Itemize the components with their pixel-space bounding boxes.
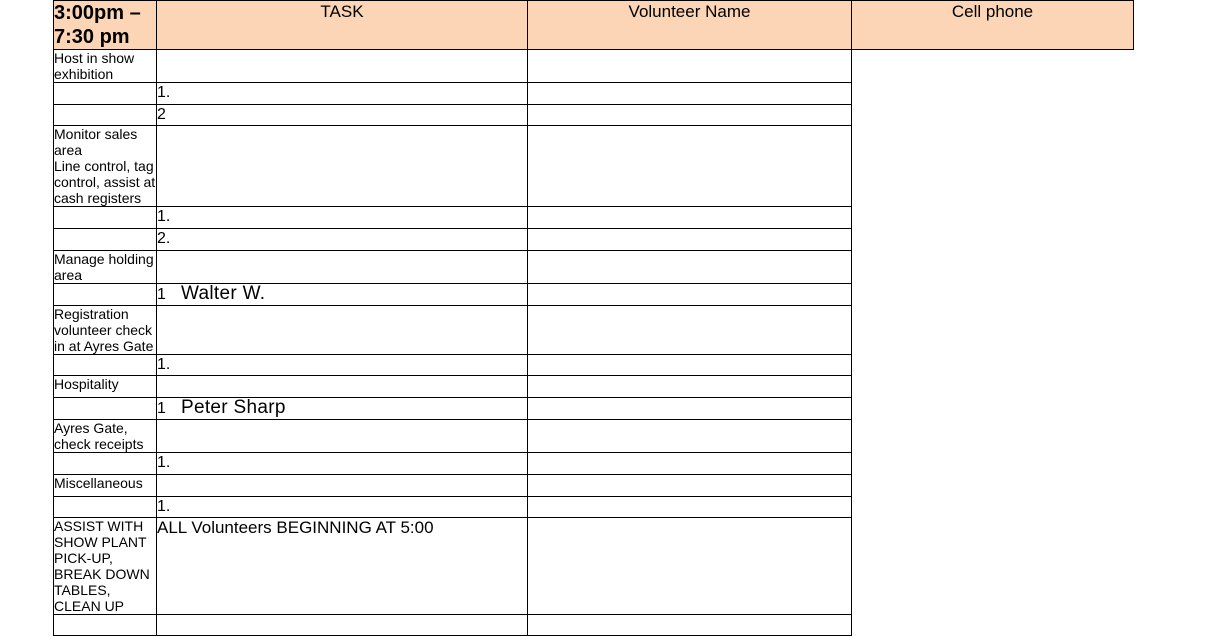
table-row [54,497,1134,518]
task-cell[interactable] [54,615,157,636]
volunteer-name-cell[interactable] [157,497,528,518]
volunteer-name-cell[interactable] [157,251,528,284]
task-cell[interactable] [54,207,157,229]
cell-phone-cell[interactable] [528,126,852,207]
task-cell[interactable] [54,251,157,284]
cell-phone-cell[interactable] [528,251,852,284]
task-cell[interactable] [54,475,157,497]
table-row [54,398,1134,420]
task-text: Line control, tag control, assist at cash registers [54,158,156,206]
volunteer-name-cell[interactable] [157,615,528,636]
task-cell[interactable] [54,420,157,453]
volunteer-name: ALL Volunteers BEGINNING AT 5:00 [157,518,434,537]
volunteer-name-cell[interactable] [157,126,528,207]
task-text: Manage holding area [54,251,154,283]
header-row [54,1,1134,50]
volunteer-name-cell[interactable] [157,306,528,355]
volunteer-name-cell[interactable] [157,518,528,615]
task-cell[interactable] [54,50,157,83]
volunteer-name-cell[interactable] [157,284,528,306]
task-text: Ayres Gate, check receipts [54,420,144,452]
task-text: ASSIST WITH SHOW PLANT PICK-UP, BREAK DOWN TABLES, CLEAN UP [54,518,150,614]
task-text: Registration volunteer check in at Ayres Gate [54,306,154,354]
table-row [54,284,1134,306]
volunteer-schedule-table [53,0,1134,636]
task-text: Host in show exhibition [54,50,135,82]
task-cell[interactable] [54,105,157,126]
task-cell[interactable] [54,518,157,615]
slot-number: 1. [157,498,171,515]
slot-number: 2. [157,230,171,247]
cell-phone-cell[interactable] [528,398,852,420]
volunteer-name-cell[interactable] [157,105,528,126]
task-cell[interactable] [54,453,157,475]
volunteer-name-cell[interactable] [157,355,528,376]
table-row [54,251,1134,284]
cell-phone-header: Cell phone [852,1,1134,50]
volunteer-name-cell[interactable] [157,50,528,83]
slot-number: 1. [157,454,171,471]
cell-phone-cell[interactable] [528,83,852,105]
cell-phone-cell[interactable] [528,475,852,497]
cell-phone-cell[interactable] [528,497,852,518]
task-cell[interactable] [54,376,157,398]
volunteer-name-cell[interactable] [157,420,528,453]
cell-phone-cell[interactable] [528,518,852,615]
volunteer-name-cell[interactable] [157,229,528,251]
task-text: Hospitality [54,376,119,392]
cell-phone-cell[interactable] [528,306,852,355]
task-cell[interactable] [54,497,157,518]
slot-number: 1. [157,356,171,373]
slot-number: 1. [157,208,171,225]
volunteer-name-cell[interactable] [157,376,528,398]
slot-number: 1 [157,400,166,417]
volunteer-name-cell[interactable] [157,398,528,420]
cell-phone-cell[interactable] [528,420,852,453]
cell-phone-cell[interactable] [528,376,852,398]
task-text: Miscellaneous [54,475,143,491]
table-row [54,615,1134,636]
volunteer-name: Peter Sharp [181,397,286,418]
slot-number: 1 [157,286,166,303]
cell-phone-cell[interactable] [528,284,852,306]
cell-phone-cell[interactable] [528,207,852,229]
table-row [54,126,1134,207]
slot-number: 1. [157,84,171,101]
volunteer-name-cell[interactable] [157,453,528,475]
task-cell[interactable] [54,306,157,355]
task-header: TASK [157,1,528,50]
table-row [54,229,1134,251]
table-row [54,453,1134,475]
cell-phone-cell[interactable] [528,50,852,83]
cell-phone-cell[interactable] [528,355,852,376]
table-row [54,420,1134,453]
volunteer-name-cell[interactable] [157,475,528,497]
volunteer-name-cell[interactable] [157,207,528,229]
volunteer-name-header: Volunteer Name [528,1,852,50]
cell-phone-cell[interactable] [528,229,852,251]
table-row [54,105,1134,126]
task-cell[interactable] [54,398,157,420]
table-row [54,83,1134,105]
table-row [54,50,1134,83]
slot-number: 2 [157,106,166,123]
time-slot-cell [54,1,157,50]
cell-phone-cell[interactable] [528,105,852,126]
time-slot-label: 3:00pm – 7:30 pm [54,2,141,48]
table-row [54,306,1134,355]
task-cell[interactable] [54,126,157,207]
table-row [54,355,1134,376]
volunteer-name-cell[interactable] [157,83,528,105]
table-row [54,207,1134,229]
cell-phone-cell[interactable] [528,615,852,636]
table-row [54,475,1134,497]
table-row [54,518,1134,615]
task-cell[interactable] [54,229,157,251]
volunteer-name: Walter W. [181,283,266,304]
task-cell[interactable] [54,355,157,376]
task-text: Monitor sales area [54,126,138,158]
task-cell[interactable] [54,284,157,306]
cell-phone-cell[interactable] [528,453,852,475]
task-cell[interactable] [54,83,157,105]
table-row [54,376,1134,398]
